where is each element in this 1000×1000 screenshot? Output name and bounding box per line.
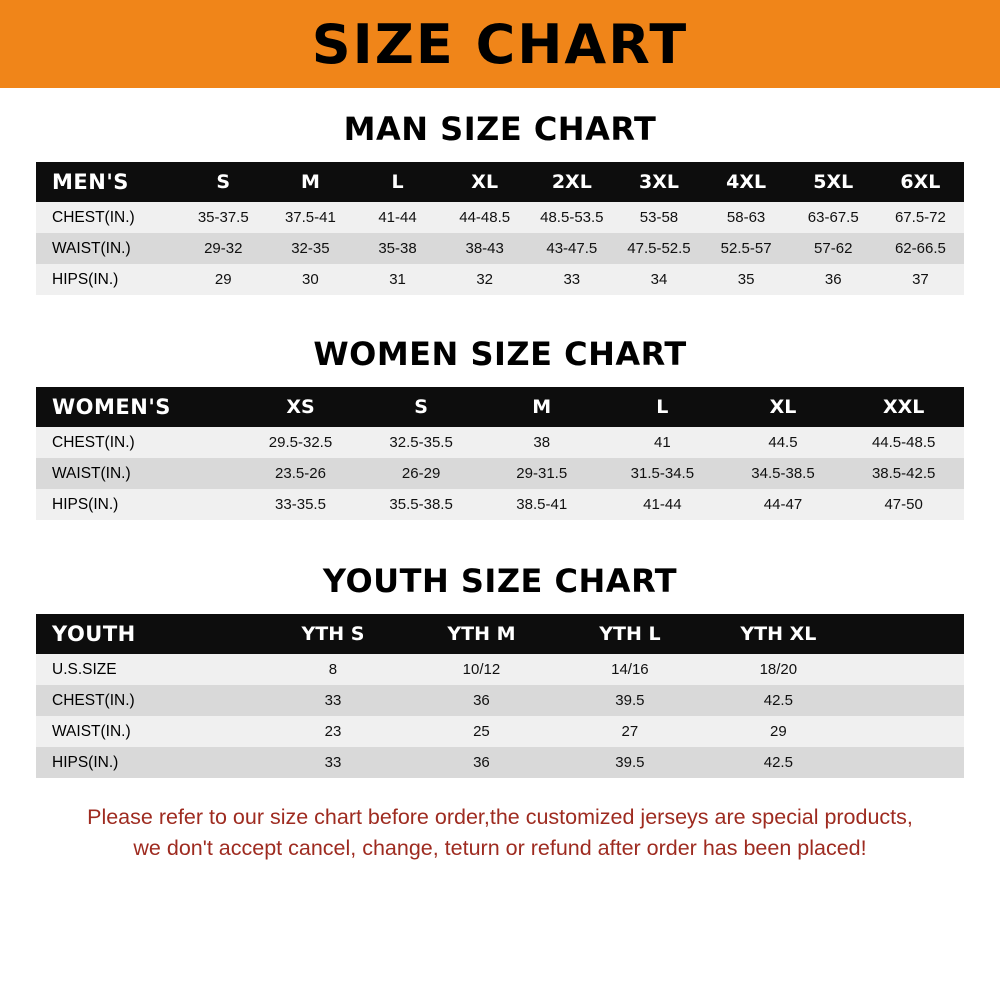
cell: 39.5 <box>615 692 645 709</box>
women-size-table <box>36 387 964 520</box>
footer-note <box>0 802 1000 864</box>
youth-section-title: YOUTH SIZE CHART <box>322 562 678 600</box>
women-table-head <box>36 387 964 427</box>
cell: 44-47 <box>763 496 803 513</box>
man-size-table <box>36 162 964 295</box>
cell: 35.5-38.5 <box>389 496 453 513</box>
col-header-6xl: 6XL <box>900 171 941 193</box>
cell: 44.5-48.5 <box>871 434 936 451</box>
col-header-yth-m: YTH M <box>447 623 516 645</box>
cell: 37 <box>912 271 929 288</box>
youth-size-table <box>36 614 964 778</box>
cell: 29 <box>214 271 232 288</box>
women-section-title: WOMEN SIZE CHART <box>313 335 687 373</box>
cell: 10/12 <box>462 661 501 678</box>
footer-note-line-2: we don't accept cancel, change, teturn or refund after order has been placed! <box>133 836 867 861</box>
row-label: U.S.SIZE <box>52 660 117 678</box>
col-header-label: MEN'S <box>52 170 129 194</box>
table-row <box>36 264 964 295</box>
cell: 62-66.5 <box>894 240 946 257</box>
cell: 39.5 <box>615 754 645 771</box>
cell: 29-31.5 <box>516 465 568 482</box>
cell: 63-67.5 <box>807 209 859 226</box>
cell: 29.5-32.5 <box>268 434 333 451</box>
col-header-5xl: 5XL <box>813 171 854 193</box>
cell: 34.5-38.5 <box>751 465 815 482</box>
col-header-yth-l: YTH L <box>599 623 661 645</box>
cell: 44.5 <box>768 434 798 451</box>
cell: 41-44 <box>643 496 682 513</box>
col-header-l: L <box>391 171 404 193</box>
table-row <box>36 427 964 458</box>
cell: 44-48.5 <box>459 209 511 226</box>
cell: 32.5-35.5 <box>389 434 453 451</box>
cell: 32 <box>476 271 494 288</box>
cell: 31 <box>389 271 406 288</box>
cell: 33 <box>324 692 342 709</box>
cell: 27 <box>621 723 639 740</box>
col-header-2xl: 2XL <box>551 171 592 193</box>
cell: 32-35 <box>291 240 330 257</box>
table-row <box>36 202 964 233</box>
row-label: HIPS(IN.) <box>52 753 119 771</box>
table-row <box>36 233 964 264</box>
cell: 18/20 <box>759 661 798 678</box>
row-label: CHEST(IN.) <box>52 433 135 451</box>
row-label: WAIST(IN.) <box>52 464 131 482</box>
cell: 38 <box>533 434 551 451</box>
row-label: HIPS(IN.) <box>52 495 119 513</box>
table-row <box>36 458 964 489</box>
cell: 38-43 <box>465 240 504 257</box>
row-label: WAIST(IN.) <box>52 239 131 257</box>
cell: 36 <box>473 754 490 771</box>
cell: 33 <box>563 271 581 288</box>
footer-note-line-1: Please refer to our size chart before order,the customized jerseys are special products, <box>87 805 913 829</box>
table-row <box>36 489 964 520</box>
cell: 47.5-52.5 <box>627 240 691 257</box>
table-row <box>36 716 964 747</box>
col-header-xxl: XXL <box>882 396 925 418</box>
cell: 37.5-41 <box>284 209 336 226</box>
col-header-spacer <box>853 614 964 654</box>
cell: 33 <box>324 754 342 771</box>
cell: 23.5-26 <box>275 465 326 482</box>
cell: 34 <box>650 271 668 288</box>
man-table-body <box>36 202 964 295</box>
cell-spacer <box>853 747 964 778</box>
cell: 38.5-41 <box>516 496 568 513</box>
youth-table-wrapper <box>0 614 1000 778</box>
col-header-xl: XL <box>769 396 797 418</box>
page-banner <box>0 0 1000 88</box>
table-header-row <box>36 162 964 202</box>
cell: 41-44 <box>378 209 417 226</box>
col-header-l: L <box>656 396 669 418</box>
cell: 41 <box>654 434 671 451</box>
women-table-body <box>36 427 964 520</box>
cell: 35 <box>737 271 755 288</box>
cell: 33-35.5 <box>275 496 326 513</box>
col-header-m: M <box>300 171 320 193</box>
cell: 23 <box>324 723 342 740</box>
youth-table-body <box>36 654 964 778</box>
cell-spacer <box>853 716 964 747</box>
cell: 52.5-57 <box>720 240 772 257</box>
cell-spacer <box>853 685 964 716</box>
cell: 14/16 <box>611 661 649 678</box>
man-section-title: MAN SIZE CHART <box>343 110 657 148</box>
cell: 8 <box>328 661 338 678</box>
col-header-xs: XS <box>286 396 315 418</box>
cell: 26-29 <box>401 465 441 482</box>
women-table-wrapper <box>0 387 1000 520</box>
cell: 67.5-72 <box>894 209 946 226</box>
row-label: WAIST(IN.) <box>52 722 131 740</box>
col-header-label: YOUTH <box>52 622 136 646</box>
col-header-s: S <box>414 396 428 418</box>
cell: 48.5-53.5 <box>540 209 604 226</box>
cell: 35-37.5 <box>197 209 249 226</box>
cell: 43-47.5 <box>546 240 598 257</box>
cell: 29-32 <box>204 240 243 257</box>
man-table-wrapper <box>0 162 1000 295</box>
row-label: CHEST(IN.) <box>52 208 135 226</box>
cell: 31.5-34.5 <box>630 465 695 482</box>
row-label: CHEST(IN.) <box>52 691 135 709</box>
youth-table-head <box>36 614 964 654</box>
col-header-yth-s: YTH S <box>301 623 365 645</box>
col-header-label: WOMEN'S <box>52 395 171 419</box>
cell: 36 <box>473 692 490 709</box>
table-row <box>36 685 964 716</box>
cell: 38.5-42.5 <box>871 465 936 482</box>
cell: 42.5 <box>763 692 793 709</box>
cell: 35-38 <box>378 240 417 257</box>
table-row <box>36 654 964 685</box>
cell: 30 <box>302 271 319 288</box>
table-header-row <box>36 614 964 654</box>
cell: 42.5 <box>763 754 793 771</box>
table-row <box>36 747 964 778</box>
cell: 25 <box>473 723 490 740</box>
table-header-row <box>36 387 964 427</box>
col-header-s: S <box>216 171 231 193</box>
page-title: SIZE CHART <box>311 13 689 76</box>
cell: 53-58 <box>639 209 679 226</box>
man-table-head <box>36 162 964 202</box>
cell: 29 <box>770 723 787 740</box>
cell-spacer <box>853 654 964 685</box>
col-header-4xl: 4XL <box>726 171 767 193</box>
cell: 47-50 <box>884 496 923 513</box>
cell: 58-63 <box>726 209 766 226</box>
col-header-yth-xl: YTH XL <box>740 623 817 645</box>
row-label: HIPS(IN.) <box>52 270 119 288</box>
col-header-xl: XL <box>471 171 499 193</box>
col-header-3xl: 3XL <box>638 171 679 193</box>
cell: 36 <box>824 271 842 288</box>
col-header-m: M <box>532 396 552 418</box>
cell: 57-62 <box>814 240 853 257</box>
